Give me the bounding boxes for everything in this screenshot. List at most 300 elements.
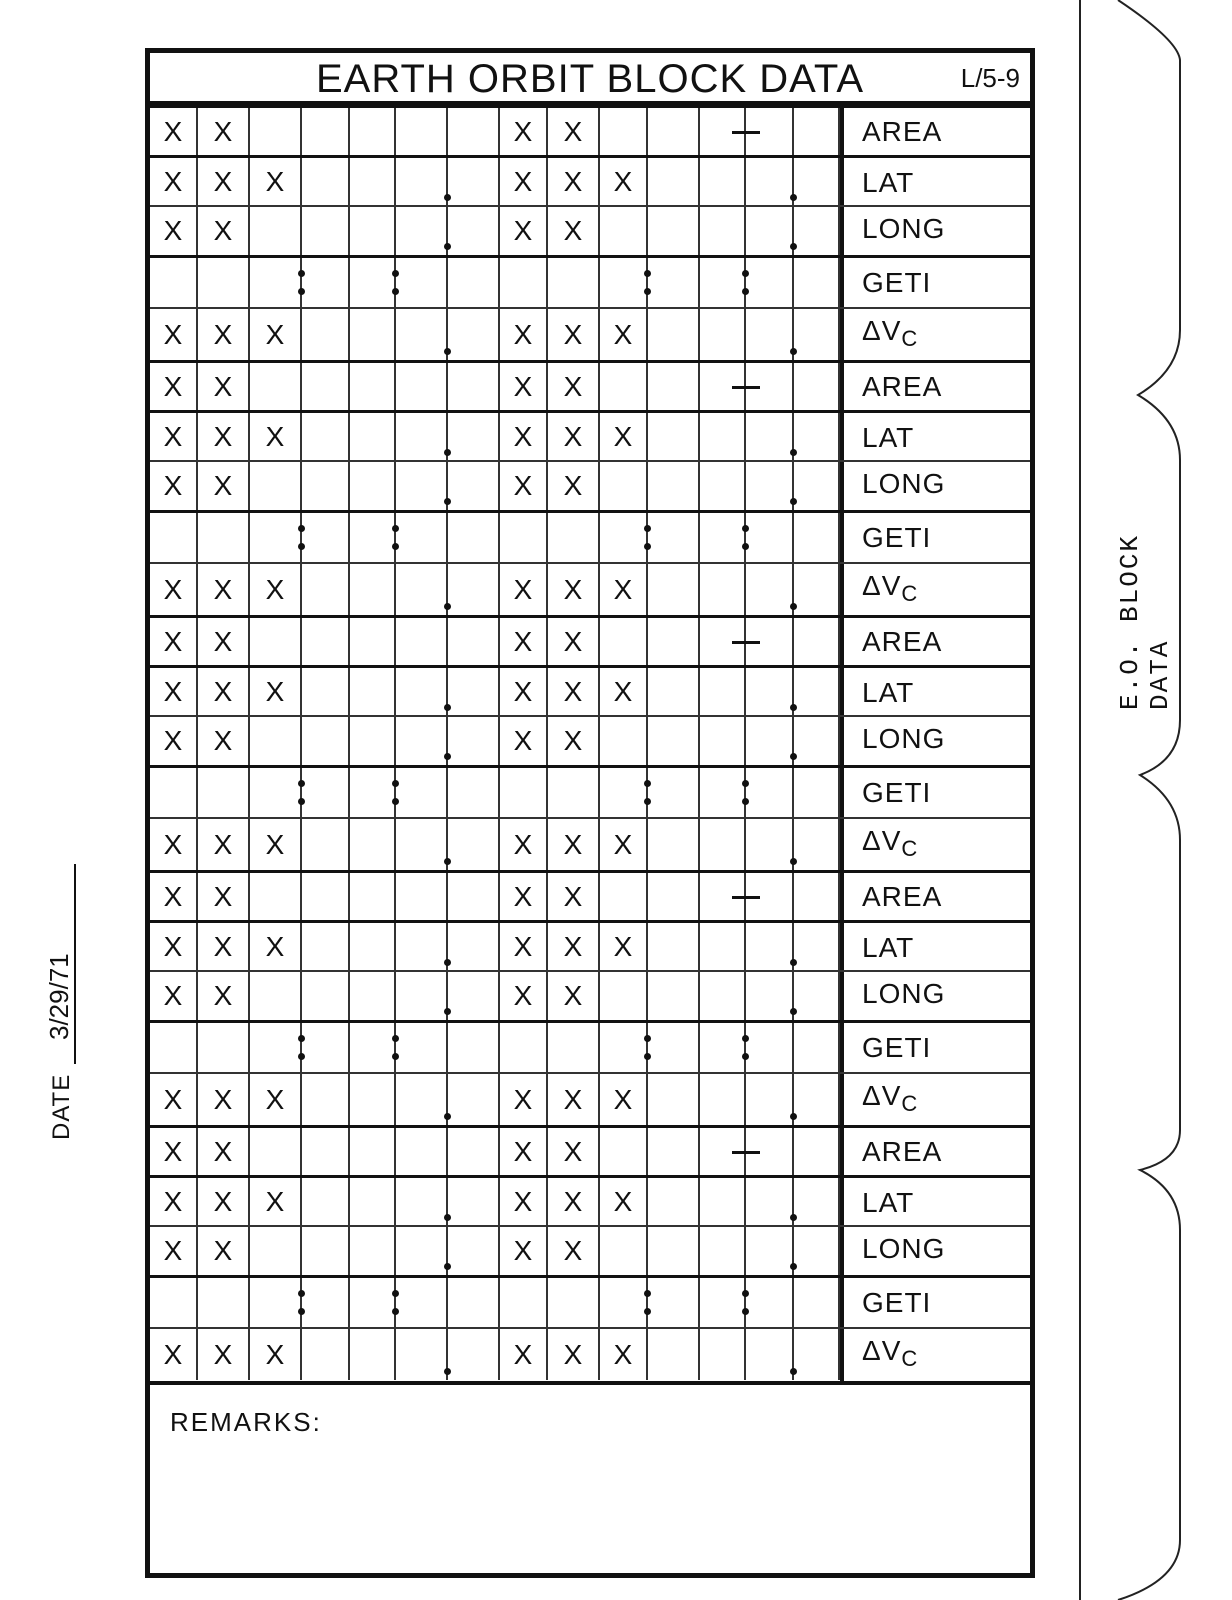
block-1-geti-cell[interactable] [794, 258, 840, 307]
block-1-geti-cell[interactable] [648, 258, 700, 307]
block-3-geti-cell[interactable] [700, 768, 746, 817]
block-4-dvc-cell[interactable] [350, 1074, 396, 1125]
block-3-long-cell[interactable] [794, 717, 840, 765]
block-4-dvc-cell[interactable] [648, 1074, 700, 1125]
block-5-long-cell[interactable] [350, 1227, 396, 1275]
block-5-long-cell[interactable] [548, 1227, 600, 1275]
block-5-geti-cell[interactable] [548, 1278, 600, 1327]
block-4-lat-cell[interactable] [198, 923, 250, 970]
block-2-area-cell[interactable] [448, 363, 500, 410]
block-5-dvc-cell[interactable] [396, 1329, 448, 1380]
block-1-long-cell[interactable] [198, 207, 250, 255]
block-3-lat-cell[interactable] [302, 668, 350, 715]
block-2-lat-cell[interactable] [600, 413, 648, 460]
block-5-long-cell[interactable] [396, 1227, 448, 1275]
block-4-lat-cell[interactable] [746, 923, 794, 970]
block-1-dvc-cell[interactable] [600, 309, 648, 360]
block-4-area-cell[interactable] [600, 873, 648, 920]
block-2-lat-cell[interactable] [250, 413, 302, 460]
block-5-area-cell[interactable] [396, 1128, 448, 1175]
block-5-long-cell[interactable] [600, 1227, 648, 1275]
block-3-lat-cell[interactable] [700, 668, 746, 715]
block-1-dvc-cell[interactable] [794, 309, 840, 360]
block-5-geti-cell[interactable] [794, 1278, 840, 1327]
block-3-dvc-cell[interactable] [448, 819, 500, 870]
block-4-lat-cell[interactable] [700, 923, 746, 970]
block-5-area-cell[interactable] [648, 1128, 700, 1175]
block-4-long-cell[interactable] [600, 972, 648, 1020]
block-4-geti-cell[interactable] [250, 1023, 302, 1072]
block-3-dvc-cell[interactable] [648, 819, 700, 870]
block-5-long-cell[interactable] [150, 1227, 198, 1275]
block-4-dvc-cell[interactable] [500, 1074, 548, 1125]
block-2-dvc-cell[interactable] [350, 564, 396, 615]
block-5-dvc-cell[interactable] [198, 1329, 250, 1380]
block-2-dvc-cell[interactable] [648, 564, 700, 615]
block-3-long-cell[interactable] [396, 717, 448, 765]
block-5-dvc-cell[interactable] [448, 1329, 500, 1380]
block-5-lat-cell[interactable] [700, 1178, 746, 1225]
block-4-area-cell[interactable] [794, 873, 840, 920]
block-4-long-cell[interactable] [448, 972, 500, 1020]
block-1-long-cell[interactable] [396, 207, 448, 255]
block-5-dvc-cell[interactable] [648, 1329, 700, 1380]
block-5-geti-cell[interactable] [448, 1278, 500, 1327]
block-5-lat-cell[interactable] [648, 1178, 700, 1225]
block-3-lat-cell[interactable] [198, 668, 250, 715]
block-5-geti-cell[interactable] [350, 1278, 396, 1327]
block-5-lat-cell[interactable] [794, 1178, 840, 1225]
block-1-geti-cell[interactable] [198, 258, 250, 307]
block-4-lat-cell[interactable] [794, 923, 840, 970]
block-3-lat-cell[interactable] [250, 668, 302, 715]
block-3-dvc-cell[interactable] [250, 819, 302, 870]
block-5-lat-cell[interactable] [350, 1178, 396, 1225]
block-4-dvc-cell[interactable] [794, 1074, 840, 1125]
block-2-geti-cell[interactable] [448, 513, 500, 562]
block-5-long-cell[interactable] [250, 1227, 302, 1275]
block-2-lat-cell[interactable] [794, 413, 840, 460]
block-4-area-cell[interactable] [500, 873, 548, 920]
block-5-area-cell[interactable] [198, 1128, 250, 1175]
block-5-long-cell[interactable] [746, 1227, 794, 1275]
block-5-area-cell[interactable] [548, 1128, 600, 1175]
block-4-long-cell[interactable] [500, 972, 548, 1020]
block-4-lat-cell[interactable] [250, 923, 302, 970]
block-1-dvc-cell[interactable] [548, 309, 600, 360]
block-2-long-cell[interactable] [700, 462, 746, 510]
block-5-dvc-cell[interactable] [250, 1329, 302, 1380]
block-1-lat-cell[interactable] [746, 158, 794, 205]
block-2-lat-cell[interactable] [746, 413, 794, 460]
block-2-area-cell[interactable] [350, 363, 396, 410]
block-1-dvc-cell[interactable] [350, 309, 396, 360]
block-3-lat-cell[interactable] [150, 668, 198, 715]
block-2-lat-cell[interactable] [150, 413, 198, 460]
block-3-area-cell[interactable] [396, 618, 448, 665]
block-2-dvc-cell[interactable] [700, 564, 746, 615]
block-3-lat-cell[interactable] [746, 668, 794, 715]
block-2-long-cell[interactable] [548, 462, 600, 510]
block-3-area-cell[interactable] [794, 618, 840, 665]
block-4-dvc-cell[interactable] [396, 1074, 448, 1125]
block-2-lat-cell[interactable] [396, 413, 448, 460]
block-2-dvc-cell[interactable] [250, 564, 302, 615]
block-4-lat-cell[interactable] [396, 923, 448, 970]
block-1-lat-cell[interactable] [548, 158, 600, 205]
block-1-area-cell[interactable] [600, 108, 648, 155]
block-3-lat-cell[interactable] [600, 668, 648, 715]
block-5-geti-cell[interactable] [150, 1278, 198, 1327]
block-4-area-cell[interactable] [250, 873, 302, 920]
block-1-lat-cell[interactable] [150, 158, 198, 205]
block-5-lat-cell[interactable] [500, 1178, 548, 1225]
block-2-long-cell[interactable] [150, 462, 198, 510]
block-3-area-cell[interactable] [648, 618, 700, 665]
block-2-long-cell[interactable] [648, 462, 700, 510]
block-3-long-cell[interactable] [548, 717, 600, 765]
block-1-area-cell[interactable] [250, 108, 302, 155]
block-1-dvc-cell[interactable] [700, 309, 746, 360]
block-3-long-cell[interactable] [302, 717, 350, 765]
block-2-dvc-cell[interactable] [198, 564, 250, 615]
block-2-long-cell[interactable] [250, 462, 302, 510]
block-5-long-cell[interactable] [794, 1227, 840, 1275]
block-2-dvc-cell[interactable] [150, 564, 198, 615]
block-4-lat-cell[interactable] [448, 923, 500, 970]
block-5-dvc-cell[interactable] [700, 1329, 746, 1380]
block-3-dvc-cell[interactable] [548, 819, 600, 870]
block-3-lat-cell[interactable] [396, 668, 448, 715]
block-4-dvc-cell[interactable] [600, 1074, 648, 1125]
block-4-geti-cell[interactable] [150, 1023, 198, 1072]
block-1-long-cell[interactable] [794, 207, 840, 255]
block-3-geti-cell[interactable] [600, 768, 648, 817]
block-1-area-cell[interactable] [302, 108, 350, 155]
block-2-geti-cell[interactable] [548, 513, 600, 562]
block-5-lat-cell[interactable] [448, 1178, 500, 1225]
block-3-dvc-cell[interactable] [794, 819, 840, 870]
block-1-long-cell[interactable] [700, 207, 746, 255]
block-2-dvc-cell[interactable] [794, 564, 840, 615]
block-3-area-cell[interactable] [302, 618, 350, 665]
block-3-lat-cell[interactable] [794, 668, 840, 715]
block-5-lat-cell[interactable] [548, 1178, 600, 1225]
block-1-geti-cell[interactable] [350, 258, 396, 307]
block-2-area-cell[interactable] [198, 363, 250, 410]
block-2-geti-cell[interactable] [600, 513, 648, 562]
block-1-lat-cell[interactable] [600, 158, 648, 205]
block-3-dvc-cell[interactable] [302, 819, 350, 870]
block-1-area-cell[interactable] [648, 108, 700, 155]
block-1-lat-cell[interactable] [500, 158, 548, 205]
block-5-dvc-cell[interactable] [600, 1329, 648, 1380]
block-1-long-cell[interactable] [350, 207, 396, 255]
block-2-dvc-cell[interactable] [600, 564, 648, 615]
block-2-geti-cell[interactable] [500, 513, 548, 562]
block-1-long-cell[interactable] [302, 207, 350, 255]
block-1-area-cell[interactable] [448, 108, 500, 155]
block-3-dvc-cell[interactable] [198, 819, 250, 870]
block-3-dvc-cell[interactable] [746, 819, 794, 870]
block-4-area-cell[interactable] [302, 873, 350, 920]
block-1-long-cell[interactable] [150, 207, 198, 255]
remarks-box[interactable] [150, 1381, 1030, 1573]
block-2-long-cell[interactable] [794, 462, 840, 510]
block-2-lat-cell[interactable] [448, 413, 500, 460]
block-2-dvc-cell[interactable] [448, 564, 500, 615]
block-1-lat-cell[interactable] [350, 158, 396, 205]
block-2-area-cell[interactable] [500, 363, 548, 410]
block-1-lat-cell[interactable] [396, 158, 448, 205]
block-1-dvc-cell[interactable] [302, 309, 350, 360]
block-5-lat-cell[interactable] [396, 1178, 448, 1225]
block-2-geti-cell[interactable] [302, 513, 350, 562]
block-1-dvc-cell[interactable] [250, 309, 302, 360]
block-3-long-cell[interactable] [448, 717, 500, 765]
block-5-area-cell[interactable] [350, 1128, 396, 1175]
block-4-dvc-cell[interactable] [150, 1074, 198, 1125]
block-2-lat-cell[interactable] [500, 413, 548, 460]
block-4-area-cell[interactable] [198, 873, 250, 920]
block-4-lat-cell[interactable] [548, 923, 600, 970]
block-5-geti-cell[interactable] [250, 1278, 302, 1327]
block-5-area-cell[interactable] [448, 1128, 500, 1175]
block-2-lat-cell[interactable] [350, 413, 396, 460]
block-4-long-cell[interactable] [302, 972, 350, 1020]
block-3-long-cell[interactable] [250, 717, 302, 765]
block-3-area-cell[interactable] [250, 618, 302, 665]
block-1-area-cell[interactable] [500, 108, 548, 155]
block-2-geti-cell[interactable] [250, 513, 302, 562]
block-1-long-cell[interactable] [250, 207, 302, 255]
block-2-area-cell[interactable] [794, 363, 840, 410]
block-4-long-cell[interactable] [350, 972, 396, 1020]
block-5-lat-cell[interactable] [600, 1178, 648, 1225]
block-4-long-cell[interactable] [648, 972, 700, 1020]
block-4-area-cell[interactable] [548, 873, 600, 920]
block-2-area-cell[interactable] [396, 363, 448, 410]
block-2-dvc-cell[interactable] [302, 564, 350, 615]
block-1-long-cell[interactable] [548, 207, 600, 255]
block-3-geti-cell[interactable] [746, 768, 794, 817]
block-5-long-cell[interactable] [500, 1227, 548, 1275]
block-1-lat-cell[interactable] [302, 158, 350, 205]
block-3-lat-cell[interactable] [448, 668, 500, 715]
block-1-dvc-cell[interactable] [448, 309, 500, 360]
block-5-area-cell[interactable] [250, 1128, 302, 1175]
block-4-geti-cell[interactable] [396, 1023, 448, 1072]
block-1-geti-cell[interactable] [302, 258, 350, 307]
block-5-geti-cell[interactable] [302, 1278, 350, 1327]
block-5-area-cell[interactable] [150, 1128, 198, 1175]
block-1-lat-cell[interactable] [700, 158, 746, 205]
block-5-geti-cell[interactable] [746, 1278, 794, 1327]
block-5-dvc-cell[interactable] [746, 1329, 794, 1380]
block-4-long-cell[interactable] [794, 972, 840, 1020]
block-3-geti-cell[interactable] [648, 768, 700, 817]
block-3-area-cell[interactable] [548, 618, 600, 665]
block-2-area-cell[interactable] [302, 363, 350, 410]
block-2-long-cell[interactable] [746, 462, 794, 510]
block-4-lat-cell[interactable] [648, 923, 700, 970]
block-1-geti-cell[interactable] [250, 258, 302, 307]
block-4-dvc-cell[interactable] [198, 1074, 250, 1125]
block-1-geti-cell[interactable] [548, 258, 600, 307]
block-3-area-cell[interactable] [150, 618, 198, 665]
block-4-area-cell[interactable] [150, 873, 198, 920]
block-5-long-cell[interactable] [198, 1227, 250, 1275]
block-1-dvc-cell[interactable] [150, 309, 198, 360]
block-2-long-cell[interactable] [600, 462, 648, 510]
block-3-long-cell[interactable] [150, 717, 198, 765]
block-2-geti-cell[interactable] [396, 513, 448, 562]
block-5-dvc-cell[interactable] [500, 1329, 548, 1380]
block-3-geti-cell[interactable] [250, 768, 302, 817]
block-3-dvc-cell[interactable] [500, 819, 548, 870]
block-1-dvc-cell[interactable] [746, 309, 794, 360]
block-3-lat-cell[interactable] [648, 668, 700, 715]
block-5-dvc-cell[interactable] [350, 1329, 396, 1380]
block-4-geti-cell[interactable] [648, 1023, 700, 1072]
block-3-dvc-cell[interactable] [600, 819, 648, 870]
block-2-lat-cell[interactable] [548, 413, 600, 460]
block-4-dvc-cell[interactable] [746, 1074, 794, 1125]
block-1-area-cell[interactable] [150, 108, 198, 155]
block-2-lat-cell[interactable] [302, 413, 350, 460]
block-3-geti-cell[interactable] [350, 768, 396, 817]
block-4-lat-cell[interactable] [350, 923, 396, 970]
block-4-lat-cell[interactable] [150, 923, 198, 970]
block-1-geti-cell[interactable] [746, 258, 794, 307]
block-1-dvc-cell[interactable] [500, 309, 548, 360]
block-5-dvc-cell[interactable] [794, 1329, 840, 1380]
block-4-area-cell[interactable] [448, 873, 500, 920]
block-5-lat-cell[interactable] [302, 1178, 350, 1225]
block-3-long-cell[interactable] [648, 717, 700, 765]
block-1-geti-cell[interactable] [500, 258, 548, 307]
block-1-dvc-cell[interactable] [198, 309, 250, 360]
block-1-long-cell[interactable] [746, 207, 794, 255]
block-2-geti-cell[interactable] [746, 513, 794, 562]
block-5-geti-cell[interactable] [700, 1278, 746, 1327]
block-1-area-cell[interactable] [350, 108, 396, 155]
block-2-area-cell[interactable] [648, 363, 700, 410]
block-4-dvc-cell[interactable] [302, 1074, 350, 1125]
block-1-lat-cell[interactable] [648, 158, 700, 205]
block-3-dvc-cell[interactable] [700, 819, 746, 870]
block-4-geti-cell[interactable] [548, 1023, 600, 1072]
block-1-geti-cell[interactable] [700, 258, 746, 307]
block-1-long-cell[interactable] [600, 207, 648, 255]
block-3-geti-cell[interactable] [198, 768, 250, 817]
block-5-long-cell[interactable] [700, 1227, 746, 1275]
block-5-lat-cell[interactable] [746, 1178, 794, 1225]
block-3-geti-cell[interactable] [794, 768, 840, 817]
block-3-dvc-cell[interactable] [396, 819, 448, 870]
block-1-long-cell[interactable] [500, 207, 548, 255]
block-3-long-cell[interactable] [500, 717, 548, 765]
block-3-area-cell[interactable] [198, 618, 250, 665]
block-2-dvc-cell[interactable] [500, 564, 548, 615]
block-1-area-cell[interactable] [198, 108, 250, 155]
block-2-long-cell[interactable] [500, 462, 548, 510]
block-2-geti-cell[interactable] [648, 513, 700, 562]
block-1-area-cell[interactable] [548, 108, 600, 155]
block-1-lat-cell[interactable] [448, 158, 500, 205]
block-1-long-cell[interactable] [448, 207, 500, 255]
block-1-geti-cell[interactable] [448, 258, 500, 307]
block-4-long-cell[interactable] [396, 972, 448, 1020]
block-2-dvc-cell[interactable] [548, 564, 600, 615]
block-5-geti-cell[interactable] [396, 1278, 448, 1327]
block-4-geti-cell[interactable] [448, 1023, 500, 1072]
block-5-lat-cell[interactable] [250, 1178, 302, 1225]
block-4-lat-cell[interactable] [302, 923, 350, 970]
block-3-geti-cell[interactable] [302, 768, 350, 817]
block-4-geti-cell[interactable] [746, 1023, 794, 1072]
block-1-dvc-cell[interactable] [396, 309, 448, 360]
block-5-area-cell[interactable] [302, 1128, 350, 1175]
block-3-dvc-cell[interactable] [350, 819, 396, 870]
block-2-area-cell[interactable] [600, 363, 648, 410]
block-3-long-cell[interactable] [198, 717, 250, 765]
block-4-lat-cell[interactable] [500, 923, 548, 970]
block-3-dvc-cell[interactable] [150, 819, 198, 870]
block-4-lat-cell[interactable] [600, 923, 648, 970]
block-2-lat-cell[interactable] [700, 413, 746, 460]
block-3-area-cell[interactable] [350, 618, 396, 665]
block-4-long-cell[interactable] [250, 972, 302, 1020]
block-5-lat-cell[interactable] [150, 1178, 198, 1225]
block-2-long-cell[interactable] [350, 462, 396, 510]
block-4-long-cell[interactable] [198, 972, 250, 1020]
block-1-lat-cell[interactable] [794, 158, 840, 205]
block-3-geti-cell[interactable] [448, 768, 500, 817]
block-1-lat-cell[interactable] [198, 158, 250, 205]
block-4-geti-cell[interactable] [198, 1023, 250, 1072]
block-2-long-cell[interactable] [396, 462, 448, 510]
block-2-geti-cell[interactable] [350, 513, 396, 562]
block-4-long-cell[interactable] [548, 972, 600, 1020]
block-3-geti-cell[interactable] [150, 768, 198, 817]
block-3-geti-cell[interactable] [500, 768, 548, 817]
block-4-dvc-cell[interactable] [250, 1074, 302, 1125]
block-2-area-cell[interactable] [150, 363, 198, 410]
block-4-geti-cell[interactable] [350, 1023, 396, 1072]
block-2-geti-cell[interactable] [198, 513, 250, 562]
block-3-lat-cell[interactable] [548, 668, 600, 715]
block-5-lat-cell[interactable] [198, 1178, 250, 1225]
block-2-area-cell[interactable] [250, 363, 302, 410]
block-2-dvc-cell[interactable] [746, 564, 794, 615]
block-3-lat-cell[interactable] [350, 668, 396, 715]
block-2-geti-cell[interactable] [794, 513, 840, 562]
block-5-geti-cell[interactable] [600, 1278, 648, 1327]
block-3-lat-cell[interactable] [500, 668, 548, 715]
block-2-long-cell[interactable] [302, 462, 350, 510]
block-3-long-cell[interactable] [600, 717, 648, 765]
block-1-area-cell[interactable] [396, 108, 448, 155]
block-5-long-cell[interactable] [302, 1227, 350, 1275]
block-2-long-cell[interactable] [448, 462, 500, 510]
block-4-long-cell[interactable] [700, 972, 746, 1020]
block-4-long-cell[interactable] [746, 972, 794, 1020]
block-5-area-cell[interactable] [500, 1128, 548, 1175]
block-4-area-cell[interactable] [350, 873, 396, 920]
block-4-geti-cell[interactable] [600, 1023, 648, 1072]
block-5-dvc-cell[interactable] [548, 1329, 600, 1380]
